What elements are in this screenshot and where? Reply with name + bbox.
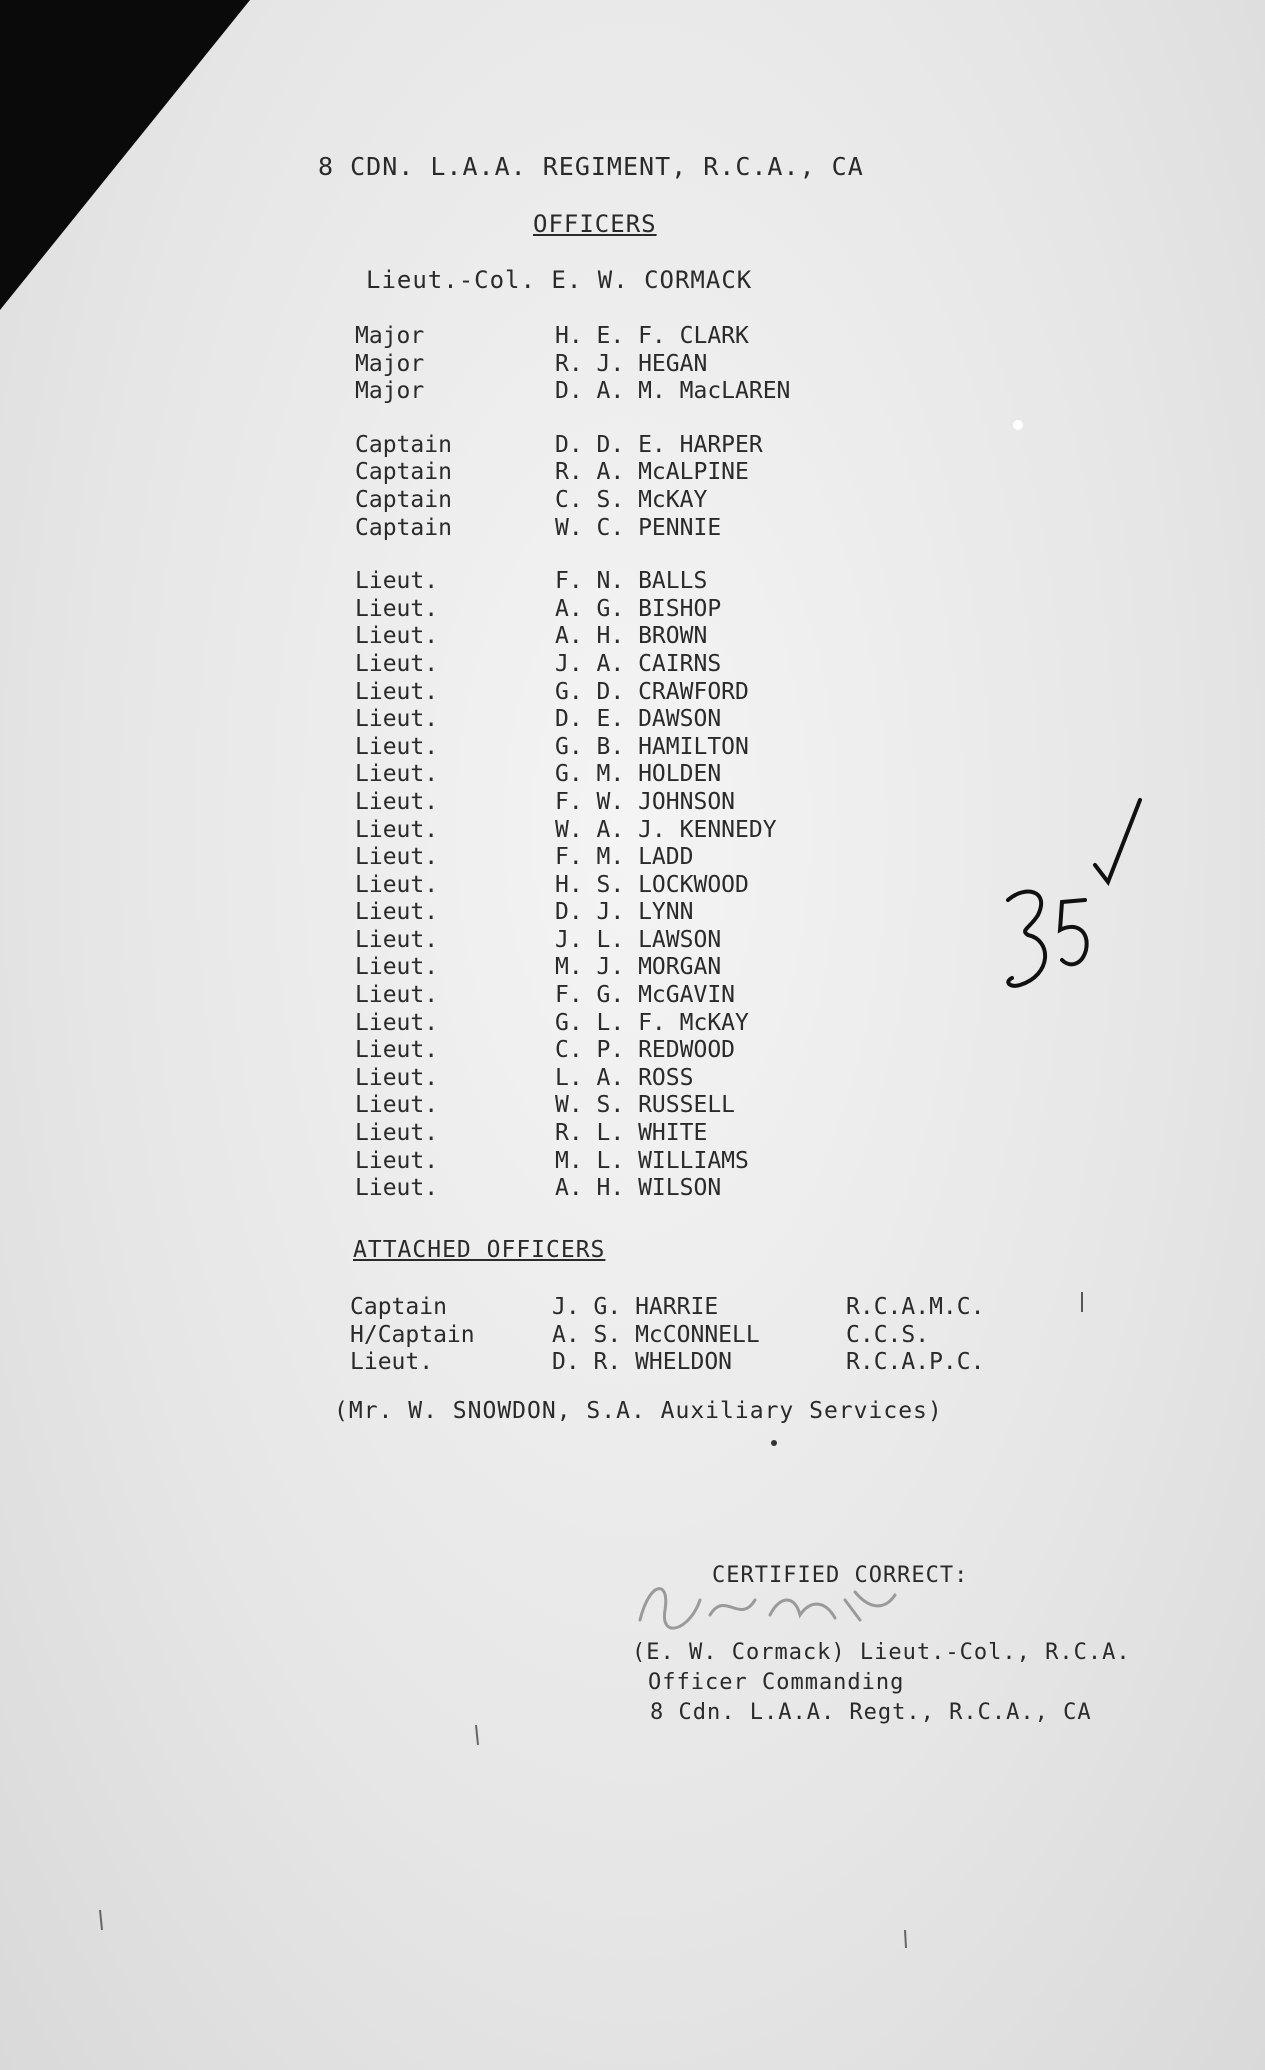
attached-name: D. R. WHELDON [552, 1349, 733, 1376]
officer-rank: Lieut. [355, 568, 439, 595]
roster-row [355, 954, 790, 982]
officer-name: G. M. HOLDEN [555, 761, 722, 788]
officer-rank: Major [355, 323, 425, 349]
handwritten-number-35 [990, 790, 1150, 1000]
officer-name: F. G. McGAVIN [555, 982, 736, 1009]
officer-name: F. N. BALLS [555, 568, 708, 595]
attached-rank: H/Captain [350, 1321, 475, 1348]
officer-rank: Lieut. [355, 1147, 439, 1174]
officer-name: L. A. ROSS [555, 1064, 694, 1091]
officer-rank: Major [355, 378, 425, 405]
roster-row [355, 817, 790, 845]
officer-name: G. B. HAMILTON [555, 733, 749, 760]
officer-name: C. S. McKAY [555, 486, 708, 513]
roster-row [355, 789, 790, 817]
attached-officers-title: ATTACHED OFFICERS [353, 1237, 606, 1263]
officer-name: C. P. REDWOOD [555, 1037, 736, 1064]
handwritten-signature [630, 1570, 960, 1640]
officer-rank: Lieut. [355, 926, 439, 953]
roster-row [355, 596, 790, 624]
officer-name: A. G. BISHOP [555, 595, 722, 622]
officer-rank: Lieut. [355, 1120, 439, 1147]
roster-row [355, 378, 790, 406]
roster-row [355, 1037, 790, 1065]
officer-rank: Captain [355, 431, 452, 458]
roster-row [355, 679, 790, 707]
roster-row [355, 1148, 790, 1176]
attached-row [350, 1322, 984, 1350]
officer-rank: Lieut. [355, 650, 439, 677]
roster-row [355, 1010, 790, 1038]
officer-rank: Lieut. [355, 706, 439, 733]
attached-rank: Captain [350, 1294, 447, 1320]
roster-row [355, 1120, 790, 1148]
officer-name: A. H. WILSON [555, 1175, 722, 1202]
officer-rank: Lieut. [355, 954, 439, 981]
officer-rank: Lieut. [355, 678, 439, 705]
officer-name: M. J. MORGAN [555, 954, 722, 981]
roster-row [355, 651, 790, 679]
officer-name: R. L. WHITE [555, 1120, 708, 1147]
roster-row [355, 761, 790, 789]
officer-name: H. E. F. CLARK [555, 323, 749, 349]
officer-rank: Major [355, 350, 425, 377]
officer-rank: Lieut. [355, 1009, 439, 1036]
roster-row [355, 1065, 790, 1093]
officer-name: G. D. CRAWFORD [555, 678, 749, 705]
roster-row [355, 323, 790, 351]
roster-row [355, 1175, 790, 1203]
officer-rank: Lieut. [355, 1092, 439, 1119]
officer-name: D. J. LYNN [555, 899, 694, 926]
officer-rank: Captain [355, 486, 452, 513]
officer-name: J. A. CAIRNS [555, 650, 722, 677]
officer-name: W. S. RUSSELL [555, 1092, 736, 1119]
officer-name: R. A. McALPINE [555, 459, 749, 486]
officer-name: R. J. HEGAN [555, 350, 708, 377]
officer-rank: Lieut. [355, 1175, 439, 1202]
attached-unit: C.C.S. [846, 1321, 930, 1348]
officer-rank: Lieut. [355, 761, 439, 788]
attached-name: A. S. McCONNELL [552, 1321, 760, 1348]
officer-rank: Lieut. [355, 623, 439, 650]
regiment-heading: 8 CDN. L.A.A. REGIMENT, R.C.A., CA [318, 152, 864, 181]
roster-row [355, 515, 790, 543]
attached-officers-list [350, 1294, 984, 1377]
officer-rank: Lieut. [355, 871, 439, 898]
attached-unit: R.C.A.P.C. [846, 1349, 985, 1376]
officer-rank: Lieut. [355, 899, 439, 926]
dark-corner [0, 0, 250, 310]
officer-rank: Lieut. [355, 733, 439, 760]
attached-row [350, 1294, 984, 1322]
roster-row [355, 459, 790, 487]
officer-rank: Lieut. [355, 982, 439, 1009]
attached-unit: R.C.A.M.C. [846, 1294, 985, 1320]
officer-rank: Lieut. [355, 788, 439, 815]
roster-row [355, 568, 790, 596]
roster-row [355, 706, 790, 734]
officer-name: F. M. LADD [555, 844, 694, 871]
officer-name: M. L. WILLIAMS [555, 1147, 749, 1174]
signatory-role: Officer Commanding [648, 1670, 905, 1695]
roster-row [355, 487, 790, 515]
roster-row [355, 351, 790, 379]
officer-name: D. A. M. MacLAREN [555, 378, 791, 405]
roster-group-gap [355, 406, 790, 432]
roster-row [355, 734, 790, 762]
officers-title: OFFICERS [533, 210, 657, 238]
officer-roster [355, 323, 790, 1203]
roster-row [355, 872, 790, 900]
officer-rank: Lieut. [355, 1037, 439, 1064]
officer-name: J. L. LAWSON [555, 926, 722, 953]
attached-rank: Lieut. [350, 1349, 434, 1376]
roster-row [355, 432, 790, 460]
signatory-name: (E. W. Cormack) Lieut.-Col., R.C.A. [632, 1640, 1131, 1665]
auxiliary-services-note: (Mr. W. SNOWDON, S.A. Auxiliary Services) [334, 1398, 943, 1424]
officer-name: G. L. F. McKAY [555, 1009, 749, 1036]
officer-name: F. W. JOHNSON [555, 788, 736, 815]
officer-name: H. S. LOCKWOOD [555, 871, 749, 898]
officer-rank: Lieut. [355, 844, 439, 871]
officer-name: W. A. J. KENNEDY [555, 816, 777, 843]
roster-row [355, 623, 790, 651]
officer-name: W. C. PENNIE [555, 514, 722, 541]
officer-rank: Lieut. [355, 595, 439, 622]
officer-rank: Captain [355, 459, 452, 486]
signatory-unit: 8 Cdn. L.A.A. Regt., R.C.A., CA [650, 1700, 1092, 1725]
commanding-officer: Lieut.-Col. E. W. CORMACK [366, 266, 753, 294]
officer-name: D. D. E. HARPER [555, 431, 763, 458]
roster-group-gap [355, 542, 790, 568]
officer-name: A. H. BROWN [555, 623, 708, 650]
attached-name: J. G. HARRIE [552, 1294, 719, 1320]
roster-row [355, 899, 790, 927]
officer-rank: Lieut. [355, 1064, 439, 1091]
certified-correct-title: CERTIFIED CORRECT: [712, 1563, 969, 1588]
officer-rank: Lieut. [355, 816, 439, 843]
roster-row [355, 982, 790, 1010]
roster-row [355, 1092, 790, 1120]
officer-name: D. E. DAWSON [555, 706, 722, 733]
roster-row [355, 844, 790, 872]
roster-row [355, 927, 790, 955]
officer-rank: Captain [355, 514, 452, 541]
attached-row [350, 1349, 984, 1377]
